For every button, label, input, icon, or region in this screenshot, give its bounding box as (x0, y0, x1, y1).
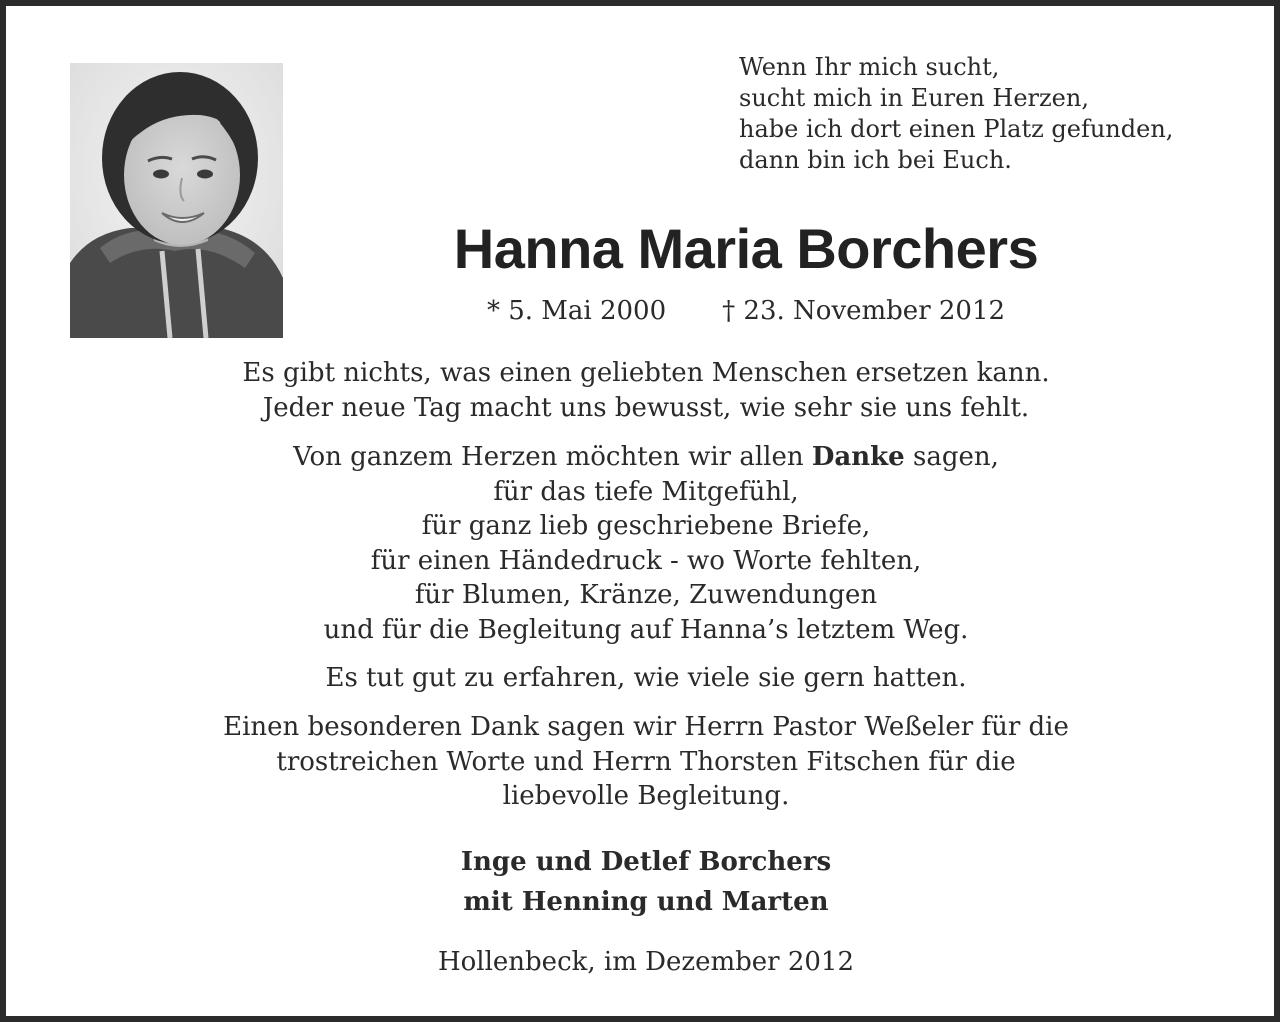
deceased-name: Hanna Maria Borchers (453, 217, 1039, 280)
poem-line: habe ich dort einen Platz gefunden, (739, 115, 1174, 143)
text-line: liebevolle Begleitung. (502, 781, 790, 811)
poem-line: Wenn Ihr mich sucht, (739, 53, 1000, 81)
text-line: für ganz lieb geschriebene Briefe, (421, 511, 871, 541)
place-and-date: Hollenbeck, im Dezember 2012 (437, 947, 855, 977)
poem (739, 52, 1239, 176)
text-line: Jeder neue Tag macht uns bewusst, wie sehr sie uns fehlt. (262, 392, 1030, 423)
text-line: und für die Begleitung auf Hanna’s letztem Weg. (323, 614, 969, 645)
poem-line: dann bin ich bei Euch. (739, 146, 1012, 174)
signer-line: Inge und Detlef Borchers (460, 847, 832, 877)
text-line: für Blumen, Kränze, Zuwendungen (414, 580, 878, 610)
text-line (46, 440, 1246, 475)
thanks-intro: Von ganzem Herzen möchten wir allen (293, 442, 812, 472)
text-line: für das tiefe Mitgefühl, (493, 476, 799, 507)
paragraph-comfort (46, 661, 1246, 696)
thanks-word: Danke (811, 442, 905, 472)
death-date: † 23. November 2012 (722, 296, 1006, 326)
text-line: Es gibt nichts, was einen geliebten Menschen ersetzen kann. (242, 358, 1050, 388)
text-line: Einen besonderen Dank sagen wir Herrn Pastor Weßeler für die (223, 712, 1069, 742)
text-line: für einen Händedruck - wo Worte fehlten, (370, 545, 922, 576)
paragraph-thanks (46, 440, 1246, 647)
poem-line: sucht mich in Euren Herzen, (739, 84, 1089, 112)
paragraph-loss (46, 356, 1246, 425)
paragraph-special-thanks (46, 710, 1246, 814)
signers (46, 842, 1246, 922)
thanks-outro: sagen, (904, 442, 999, 472)
text-line: trostreichen Worte und Herrn Thorsten Fitschen für die (276, 746, 1016, 777)
portrait-photo (70, 63, 283, 338)
birth-date: * 5. Mai 2000 (486, 296, 667, 326)
life-dates (346, 294, 1146, 328)
text-line: Es tut gut zu erfahren, wie viele sie gern hatten. (325, 663, 967, 693)
signer-line: mit Henning und Marten (463, 887, 829, 917)
